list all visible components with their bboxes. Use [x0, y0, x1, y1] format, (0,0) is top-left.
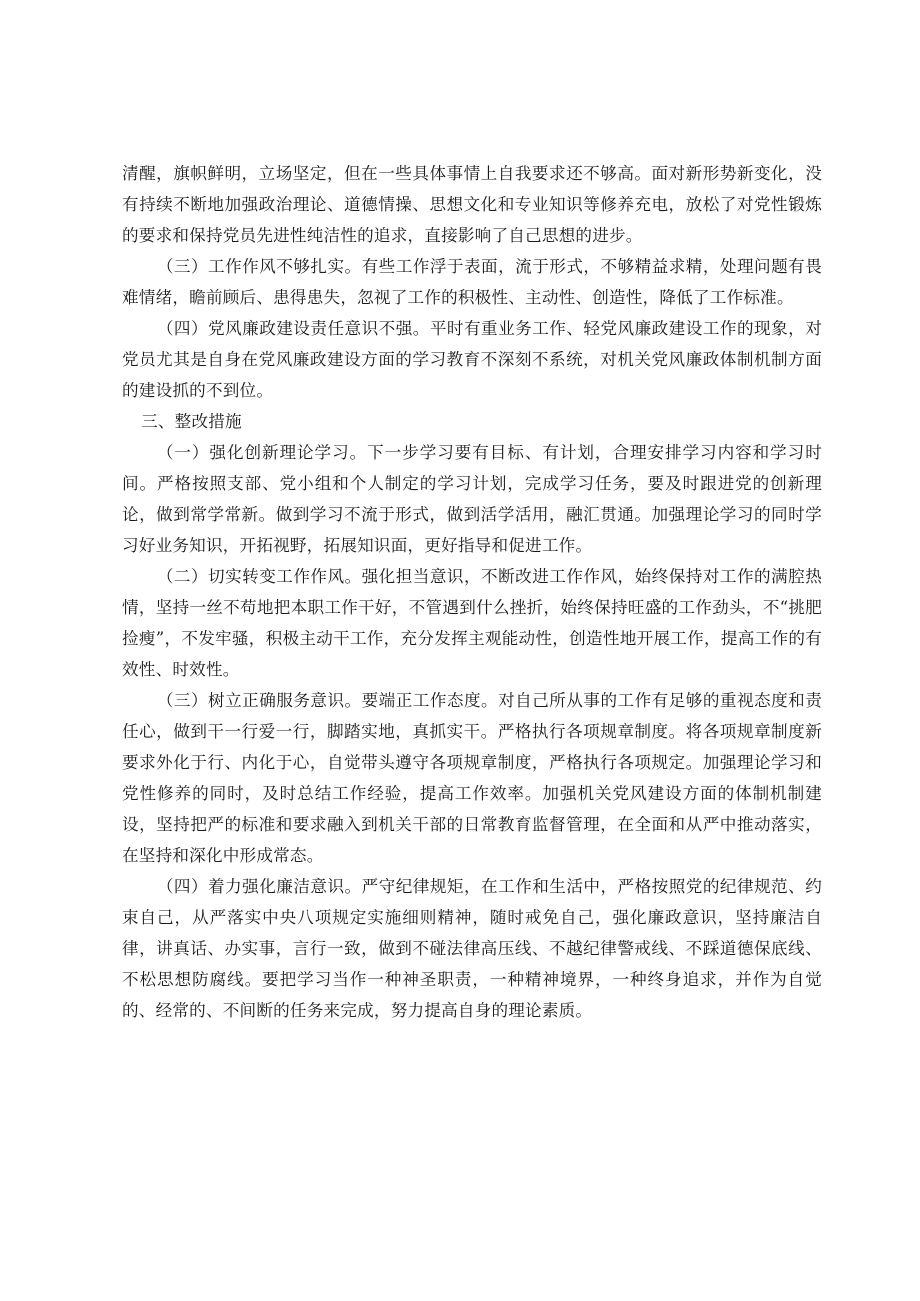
paragraph-theory-study: （一）强化创新理论学习。下一步学习要有目标、有计划，合理安排学习内容和学习时间。严格按照支部、党小组和个人制定的学习计划，完成学习任务，要及时跟进党的创新理论，做到常学常新。做到学习不流于形式，做到活学活用，融汇贯通。加强理论学习的同时学习好业务知识，开拓视野，拓展知识面，更好指导和促进工作。 [122, 443, 822, 555]
paragraph-continuation: 清醒，旗帜鲜明，立场坚定，但在一些具体事情上自我要求还不够高。面对新形势新变化，没有持续不断地加强政治理论、道德情操、思想文化和专业知识等修养充电，放松了对党性锻炼的要求和保持党员先进性纯洁性的追求，直接影响了自己思想的进步。 [122, 164, 822, 245]
paragraph-integrity-awareness: （四）着力强化廉洁意识。严守纪律规矩，在工作和生活中，严格按照党的纪律规范、约束自己，从严落实中央八项规定实施细则精神，随时戒免自己，强化廉政意识，坚持廉洁自律，讲真话、办实事，言行一致，做到不碰法律高压线、不越纪律警戒线、不踩道德保底线、不松思想防腐线。要把学习当作一种神圣职责，一种精神境界，一种终身追求，并作为自觉的、经常的、不间断的任务来完成，努力提高自身的理论素质。 [122, 877, 822, 1020]
section-heading-rectification: 三、整改措施 [141, 412, 242, 431]
paragraph-clean-governance: （四）党风廉政建设责任意识不强。平时有重业务工作、轻党风廉政建设工作的现象，对党员尤其是自身在党风廉政建设方面的学习教育不深刻不系统，对机关党风廉政体制机制方面的建设抓的不到位。 [122, 319, 822, 400]
paragraph-change-style: （二）切实转变工作作风。强化担当意识，不断改进工作作风，始终保持对工作的满腔热情，坚持一丝不苟地把本职工作干好，不管遇到什么挫折，始终保持旺盛的工作劲头，不“挑肥捡瘦”，不发牢骚，积极主动干工作，充分发挥主观能动性，创造性地开展工作，提高工作的有效性、时效性。 [122, 567, 822, 679]
paragraph-work-style: （三）工作作风不够扎实。有些工作浮于表面，流于形式，不够精益求精，处理问题有畏难情绪，瞻前顾后、患得患失，忽视了工作的积极性、主动性、创造性，降低了工作标准。 [122, 257, 822, 307]
document-page [122, 158, 822, 1026]
paragraph-service-awareness: （三）树立正确服务意识。要端正工作态度。对自己所从事的工作有足够的重视态度和责任心，做到干一行爱一行，脚踏实地，真抓实干。严格执行各项规章制度。将各项规章制度新要求外化于行、内化于心，自觉带头遵守各项规章制度，严格执行各项规定。加强理论学习和党性修养的同时，及时总结工作经验，提高工作效率。加强机关党风建设方面的体制机制建设，坚持把严的标准和要求融入到机关干部的日常教育监督管理，在全面和从严中推动落实，在坚持和深化中形成常态。 [122, 691, 822, 865]
